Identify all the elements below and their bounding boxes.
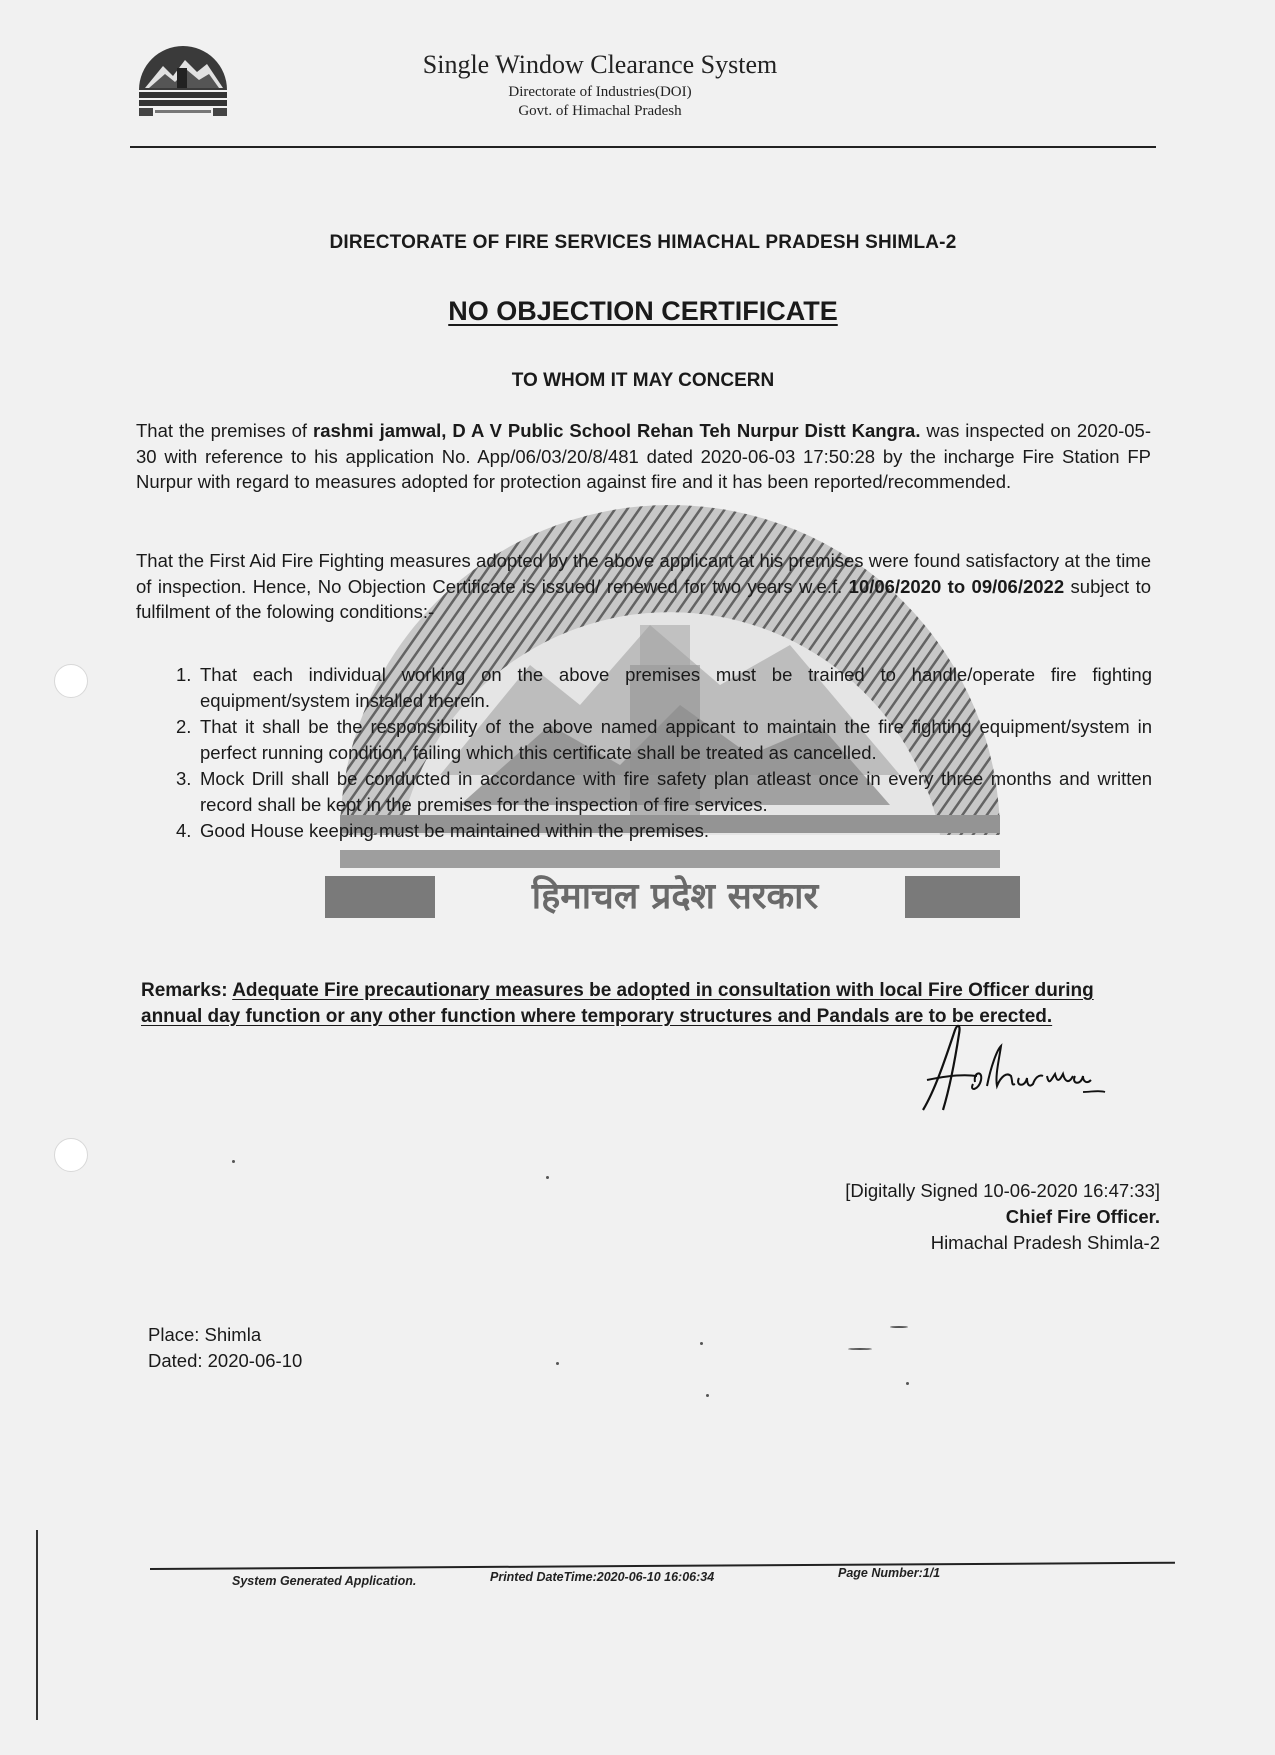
list-item [176,714,1152,765]
inspection-details: was inspected on 2020-05-30 with reference to his application No. App/06/03/20/8/481 dated 2020-06-03 17:50:28 by the incharge Fire Station FP Nurpur with regard to measures adopted for protection against fire and it has been reported/recommended. [136,420,1151,492]
remarks-label: Remarks: [141,980,228,1001]
scan-speck [700,1342,703,1345]
condition-text: Mock Drill shall be conducted in accordance with fire safety plan atleast once in every three months and written record shall be kept in the premises for the inspection of fire services. [200,768,1152,815]
watermark-hindi-band [325,872,1020,922]
handwritten-signature [915,1010,1155,1130]
validity-period: 10/06/2020 to 09/06/2022 [848,575,1065,597]
validity-paragraph [136,548,1151,625]
punch-hole [54,1138,88,1172]
scan-edge-line [36,1530,38,1720]
digital-signature-stamp: [Digitally Signed 10-06-2020 16:47:33] [845,1180,1160,1201]
footer-page-number: Page Number:1/1 [838,1566,941,1580]
officer-title: Chief Fire Officer. [1005,1206,1160,1227]
validity-rest: subject to fulfilment of the folowing conditions:- [136,575,1152,622]
condition-number: 4. [176,820,192,841]
footer-divider [150,1562,1175,1570]
footer-generated: System Generated Application. [232,1574,417,1588]
office-location: Himachal Pradesh Shimla-2 [930,1232,1160,1253]
conditions-list [176,662,1152,845]
condition-number: 2. [176,716,192,737]
certificate-title: NO OBJECTION CERTIFICATE [448,296,838,326]
scan-speck [848,1348,872,1350]
list-item [176,766,1152,817]
signature-block [845,1178,1160,1256]
scan-speck [232,1160,235,1163]
remarks-text: Adequate Fire precautionary measures be adopted in consultation with local Fire Officer during annual day function or any other function where temporary structures and Pandals are to be erected. [141,980,1094,1027]
condition-text: Good House keeping must be maintained within the premises. [200,820,710,841]
scan-speck [546,1176,549,1179]
dated-line: Dated: 2020-06-10 [148,1350,303,1371]
scan-speck [556,1362,559,1365]
inspection-paragraph [136,418,1151,495]
footer-printed-datetime: Printed DateTime:2020-06-10 16:06:34 [490,1570,715,1584]
condition-text: That it shall be the responsibility of the above named appicant to maintain the fire fighting equipment/system in perfect running condition, failing which this certificate shall be treated as cancelled. [200,716,1152,763]
himachal-pradesh-emblem-icon [135,38,231,118]
scan-speck [706,1394,709,1397]
header-divider [130,146,1156,148]
place-date-block [148,1322,302,1374]
premises-name: rashmi jamwal, D A V Public School Rehan Teh Nurpur Distt Kangra. [313,420,921,441]
condition-number: 3. [176,768,192,789]
directorate-subtitle: Directorate of Industries(DOI) [508,84,692,100]
validity-lead: That the First Aid Fire Fighting measures adopted by the above applicant at his premises were found satisfactory at the time of inspection. Hence, No Objection Certificate is issued/ renewed for two years w.e.f. [136,550,1151,597]
band-block [325,876,435,918]
department-heading: DIRECTORATE OF FIRE SERVICES HIMACHAL PRADESH SHIMLA-2 [329,232,957,253]
condition-number: 1. [176,664,192,685]
condition-text: That each individual working on the above premises must be trained to handle/operate fire fighting equipment/system installed therein. [200,664,1152,711]
header-block [330,50,870,120]
band-block [905,876,1020,918]
scan-speck [906,1382,909,1385]
place-line: Place: Shimla [148,1324,262,1345]
salutation: TO WHOM IT MAY CONCERN [511,370,775,391]
list-item [176,662,1152,713]
watermark-hindi-text: हिमाचल प्रदेश सरकार [531,876,819,917]
scan-speck [890,1326,908,1328]
inspection-lead: That the premises of [136,420,313,441]
government-subtitle: Govt. of Himachal Pradesh [518,103,682,119]
punch-hole [54,664,88,698]
system-title: Single Window Clearance System [422,50,778,79]
list-item [176,818,1152,844]
